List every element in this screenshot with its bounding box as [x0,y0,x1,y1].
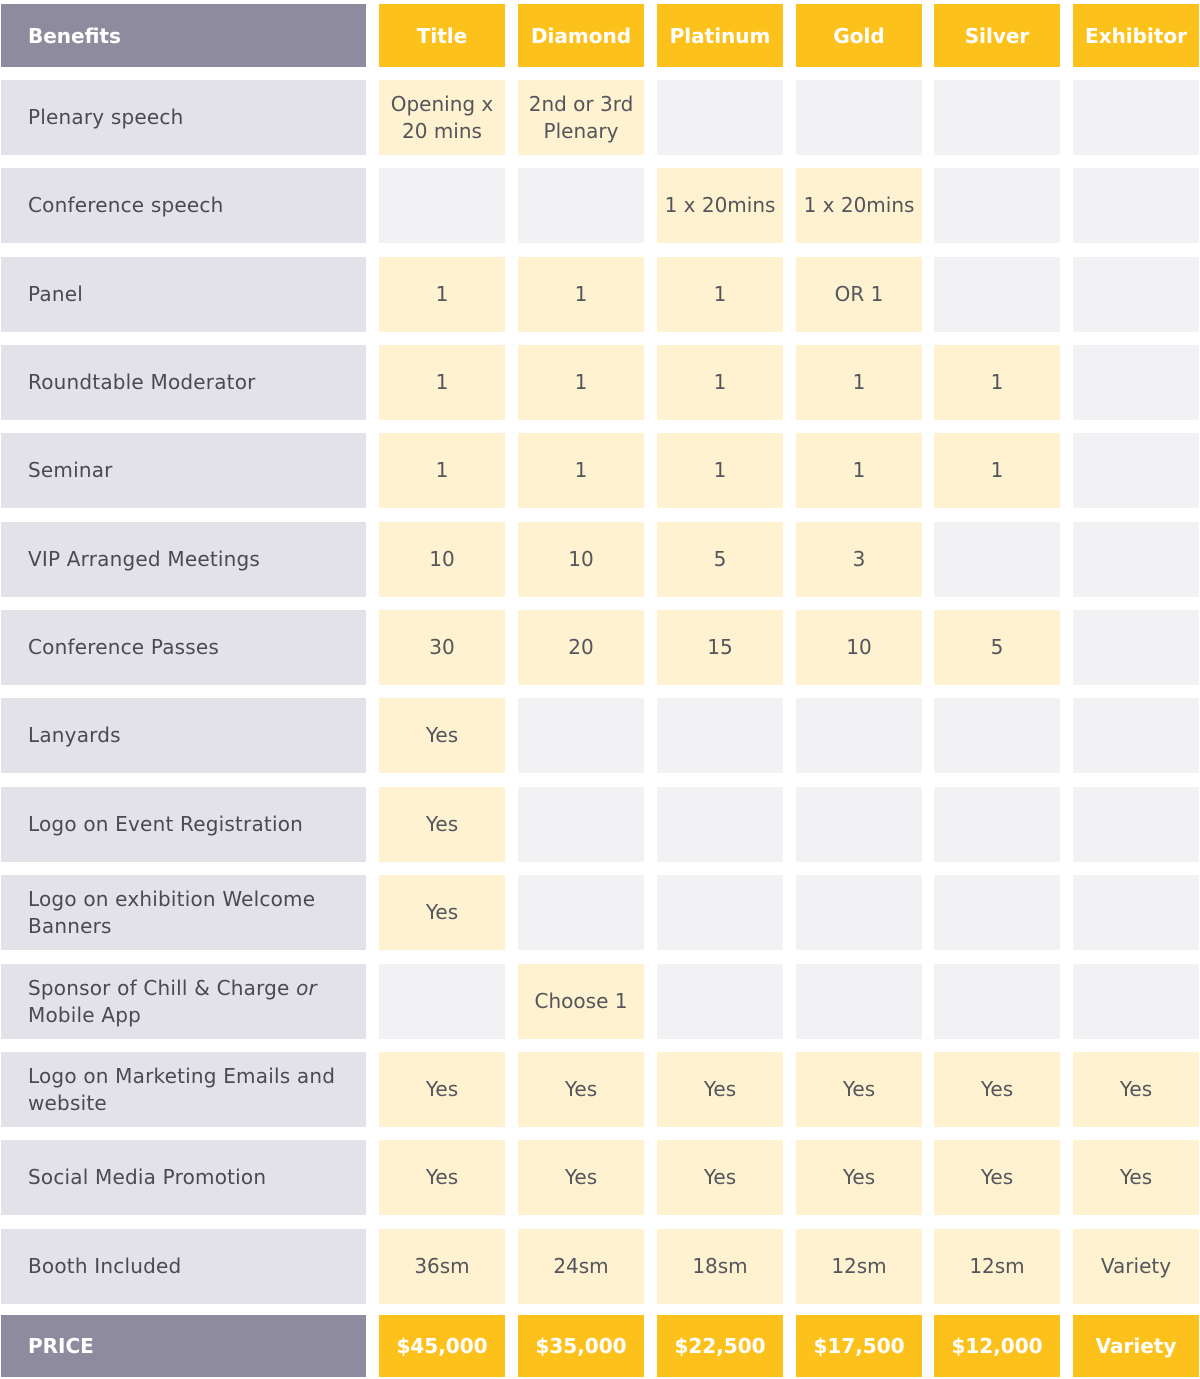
benefit-cell-exhibitor: Variety [1073,1229,1199,1304]
benefit-cell-exhibitor [1073,698,1199,773]
benefit-cell-diamond: 20 [518,610,644,685]
row-label: Panel [1,257,366,332]
benefit-cell-platinum: 15 [657,610,783,685]
header-tier-diamond: Diamond [518,4,644,67]
benefit-cell-silver: 1 [934,345,1060,420]
benefit-cell-title [379,168,505,243]
price-silver: $12,000 [934,1315,1060,1377]
row-label: Conference speech [1,168,366,243]
row-label: Logo on Event Registration [1,787,366,862]
benefit-cell-exhibitor [1073,345,1199,420]
price-label: PRICE [1,1315,366,1377]
price-exhibitor: Variety [1073,1315,1199,1377]
benefit-cell-gold [796,80,922,155]
benefit-cell-title: 36sm [379,1229,505,1304]
benefit-cell-gold: OR 1 [796,257,922,332]
header-tier-exhibitor: Exhibitor [1073,4,1199,67]
benefit-cell-diamond: 1 [518,345,644,420]
benefit-cell-gold: 3 [796,522,922,597]
benefit-cell-title: Opening x 20 mins [379,80,505,155]
benefit-cell-exhibitor: Yes [1073,1052,1199,1127]
benefit-cell-title: 1 [379,433,505,508]
benefit-cell-exhibitor [1073,787,1199,862]
benefit-cell-gold: 10 [796,610,922,685]
benefit-cell-title: Yes [379,1140,505,1215]
benefit-cell-exhibitor [1073,964,1199,1039]
benefit-cell-platinum: Yes [657,1140,783,1215]
benefit-cell-title: 1 [379,257,505,332]
benefit-cell-gold [796,964,922,1039]
benefit-cell-platinum [657,875,783,950]
benefit-cell-platinum: Yes [657,1052,783,1127]
row-label: Conference Passes [1,610,366,685]
benefit-cell-diamond: Choose 1 [518,964,644,1039]
row-label: Seminar [1,433,366,508]
benefit-cell-gold: Yes [796,1052,922,1127]
row-label: Logo on exhibition Welcome Banners [1,875,366,950]
benefit-cell-platinum [657,80,783,155]
benefit-cell-gold: 1 [796,433,922,508]
header-tier-gold: Gold [796,4,922,67]
benefit-cell-gold [796,875,922,950]
price-gold: $17,500 [796,1315,922,1377]
benefit-cell-diamond: 24sm [518,1229,644,1304]
benefit-cell-platinum: 5 [657,522,783,597]
benefit-cell-diamond: Yes [518,1140,644,1215]
benefit-cell-gold: Yes [796,1140,922,1215]
benefit-cell-diamond [518,168,644,243]
benefit-cell-silver [934,257,1060,332]
benefit-cell-gold [796,698,922,773]
benefit-cell-title: Yes [379,1052,505,1127]
benefit-cell-silver [934,698,1060,773]
benefit-cell-gold [796,787,922,862]
row-label: Social Media Promotion [1,1140,366,1215]
benefit-cell-platinum: 1 [657,257,783,332]
header-tier-platinum: Platinum [657,4,783,67]
benefit-cell-exhibitor [1073,875,1199,950]
benefit-cell-diamond: 2nd or 3rd Plenary [518,80,644,155]
benefit-cell-exhibitor [1073,433,1199,508]
benefit-cell-title: 10 [379,522,505,597]
benefit-cell-silver [934,875,1060,950]
benefit-cell-silver: Yes [934,1052,1060,1127]
benefit-cell-platinum [657,787,783,862]
benefit-cell-silver [934,80,1060,155]
benefit-cell-diamond [518,875,644,950]
price-diamond: $35,000 [518,1315,644,1377]
benefit-cell-silver: 5 [934,610,1060,685]
row-label: Plenary speech [1,80,366,155]
benefit-cell-gold: 12sm [796,1229,922,1304]
price-platinum: $22,500 [657,1315,783,1377]
benefit-cell-diamond: 10 [518,522,644,597]
benefit-cell-title [379,964,505,1039]
header-tier-title: Title [379,4,505,67]
benefit-cell-silver [934,522,1060,597]
row-label: VIP Arranged Meetings [1,522,366,597]
benefit-cell-silver [934,964,1060,1039]
benefit-cell-silver [934,787,1060,862]
benefit-cell-platinum: 1 x 20mins [657,168,783,243]
benefit-cell-title: 30 [379,610,505,685]
benefit-cell-diamond [518,698,644,773]
benefit-cell-gold: 1 [796,345,922,420]
row-label: Lanyards [1,698,366,773]
benefit-cell-silver: Yes [934,1140,1060,1215]
benefit-cell-title: Yes [379,698,505,773]
benefit-cell-exhibitor [1073,610,1199,685]
benefit-cell-silver [934,168,1060,243]
row-label: Booth Included [1,1229,366,1304]
benefit-cell-exhibitor: Yes [1073,1140,1199,1215]
header-benefits-label: Benefits [1,4,366,67]
price-title: $45,000 [379,1315,505,1377]
benefit-cell-diamond: Yes [518,1052,644,1127]
benefit-cell-platinum [657,964,783,1039]
row-label-text: Sponsor of Chill & Charge or Mobile App [28,975,317,1027]
benefit-cell-title: Yes [379,787,505,862]
benefit-cell-platinum: 1 [657,433,783,508]
benefit-cell-exhibitor [1073,168,1199,243]
benefit-cell-diamond: 1 [518,433,644,508]
benefit-cell-gold: 1 x 20mins [796,168,922,243]
benefit-cell-platinum: 1 [657,345,783,420]
benefit-cell-exhibitor [1073,522,1199,597]
benefit-cell-platinum [657,698,783,773]
benefit-cell-silver: 12sm [934,1229,1060,1304]
benefit-cell-title: 1 [379,345,505,420]
row-label: Roundtable Moderator [1,345,366,420]
benefit-cell-diamond: 1 [518,257,644,332]
header-tier-silver: Silver [934,4,1060,67]
benefit-cell-title: Yes [379,875,505,950]
benefit-cell-platinum: 18sm [657,1229,783,1304]
benefit-cell-diamond [518,787,644,862]
benefit-cell-silver: 1 [934,433,1060,508]
benefit-cell-exhibitor [1073,257,1199,332]
benefit-cell-exhibitor [1073,80,1199,155]
row-label: Logo on Marketing Emails and website [1,1052,366,1127]
row-label [1,964,366,1039]
